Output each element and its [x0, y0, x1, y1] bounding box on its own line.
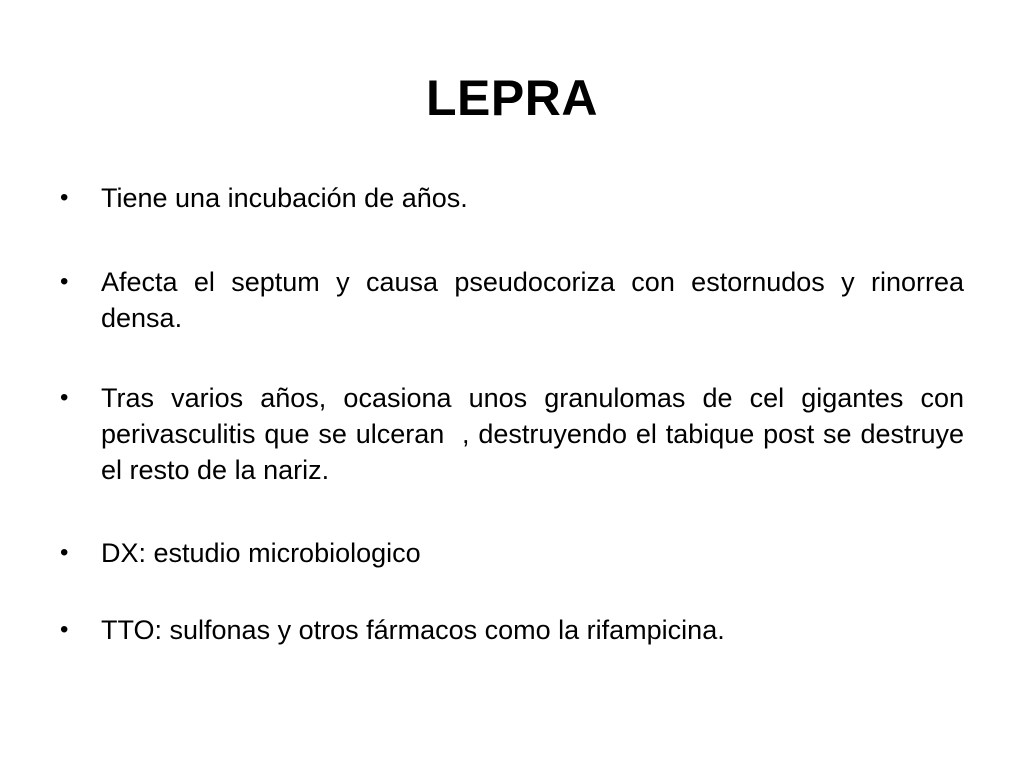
bullet-item [60, 380, 972, 488]
bullet-marker: • [60, 384, 69, 411]
slide-title: LEPRA [426, 70, 598, 126]
bullet-item [60, 535, 964, 571]
bullet-item [60, 264, 964, 336]
bullet-marker: • [60, 539, 69, 566]
bullet-marker: • [60, 268, 69, 295]
bullet-item [60, 180, 964, 216]
bullet-text: Tiene una incubación de años. [101, 183, 468, 213]
bullet-text: DX: estudio microbiologico [101, 538, 421, 568]
bullet-text: Tras varios años, ocasiona unos granulomas de cel gigantes con perivasculitis que se ulceran , destruyendo el tabique post se destruye el resto de la nariz. [101, 383, 972, 485]
bullet-text: TTO: sulfonas y otros fármacos como la rifampicina. [101, 615, 725, 645]
bullet-marker: • [60, 184, 69, 211]
bullet-item [60, 612, 964, 648]
bullet-text: Afecta el septum y causa pseudocoriza con estornudos y rinorrea densa. [101, 267, 964, 333]
bullet-list [60, 180, 972, 686]
bullet-marker: • [60, 616, 69, 643]
